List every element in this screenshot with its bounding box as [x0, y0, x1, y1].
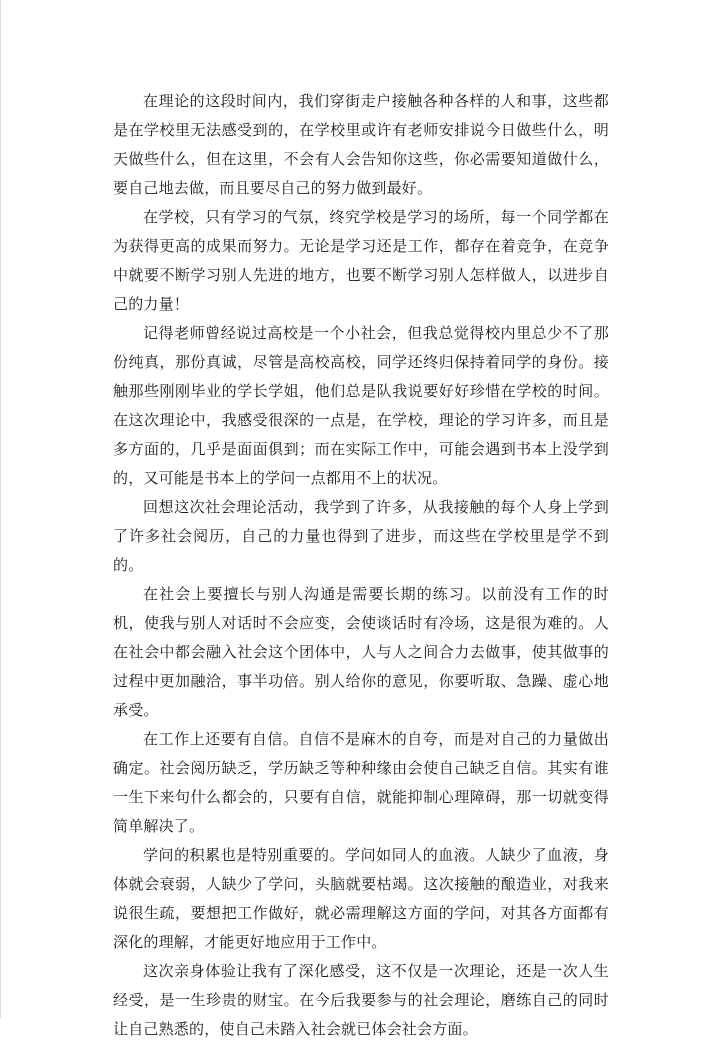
paragraph-6: 在工作上还要有自信。自信不是麻木的自夸，而是对自己的力量做出确定。社会阅历缺乏，学历缺乏等种种缘由会使自己缺乏自信。其实有谁一生下来句什么都会的，只要有自信，就能抑制心理障碍，那一切就变得简单解决了。 [113, 730, 609, 835]
paragraph-8: 这次亲身体验让我有了深化感受，这不仅是一次理论，还是一次人生经受，是一生珍贵的财宝。在今后我要参与的社会理论，磨练自己的同时让自己熟悉的，使自己未踏入社会就已体会社会方面。 [113, 962, 609, 1038]
paragraph-1: 在理论的这段时间内，我们穿街走户接触各种各样的人和事，这些都是在学校里无法感受到的，在学校里或许有老师安排说今日做些什么，明天做些什么，但在这里，不会有人会告知你这些，你必需要知道做什么，要自己地去做，而且要尽自己的努力做到最好。 [113, 92, 609, 197]
paragraph-5: 在社会上要擅长与别人沟通是需要长期的练习。以前没有工作的时机，使我与别人对话时不会应变，会使谈话时有冷场，这是很为难的。人在社会中都会融入社会这个团体中，人与人之间合力去做事，使其做事的过程中更加融洽，事半功倍。别人给你的意见，你要听取、急躁、虚心地承受。 [113, 585, 609, 719]
paragraph-2: 在学校，只有学习的气氛，终究学校是学习的场所，每一个同学都在为获得更高的成果而努力。无论是学习还是工作，都存在着竞争，在竞争中就要不断学习别人先进的地方，也要不断学习别人怎样做人，以进步自己的力量！ [113, 208, 609, 313]
document-body [113, 87, 609, 1044]
paragraph-4: 回想这次社会理论活动，我学到了许多，从我接触的每个人身上学到了许多社会阅历，自己的力量也得到了进步，而这些在学校里是学不到的。 [113, 498, 609, 574]
paragraph-7: 学问的积累也是特别重要的。学问如同人的血液。人缺少了血液，身体就会衰弱，人缺少了学问，头脑就要枯竭。这次接触的酿造业，对我来说很生疏，要想把工作做好，就必需理解这方面的学问，对其各方面都有深化的理解，才能更好地应用于工作中。 [113, 846, 609, 951]
paragraph-3: 记得老师曾经说过高校是一个小社会，但我总觉得校内里总少不了那份纯真，那份真诚，尽管是高校高校，同学还终归保持着同学的身份。接触那些刚刚毕业的学长学姐，他们总是队我说要好好珍惜在学校的时间。在这次理论中，我感受很深的一点是，在学校，理论的学习许多，而且是多方面的，几乎是面面俱到；而在实际工作中，可能会遇到书本上没学到的，又可能是书本上的学问一点都用不上的状况。 [113, 324, 609, 487]
